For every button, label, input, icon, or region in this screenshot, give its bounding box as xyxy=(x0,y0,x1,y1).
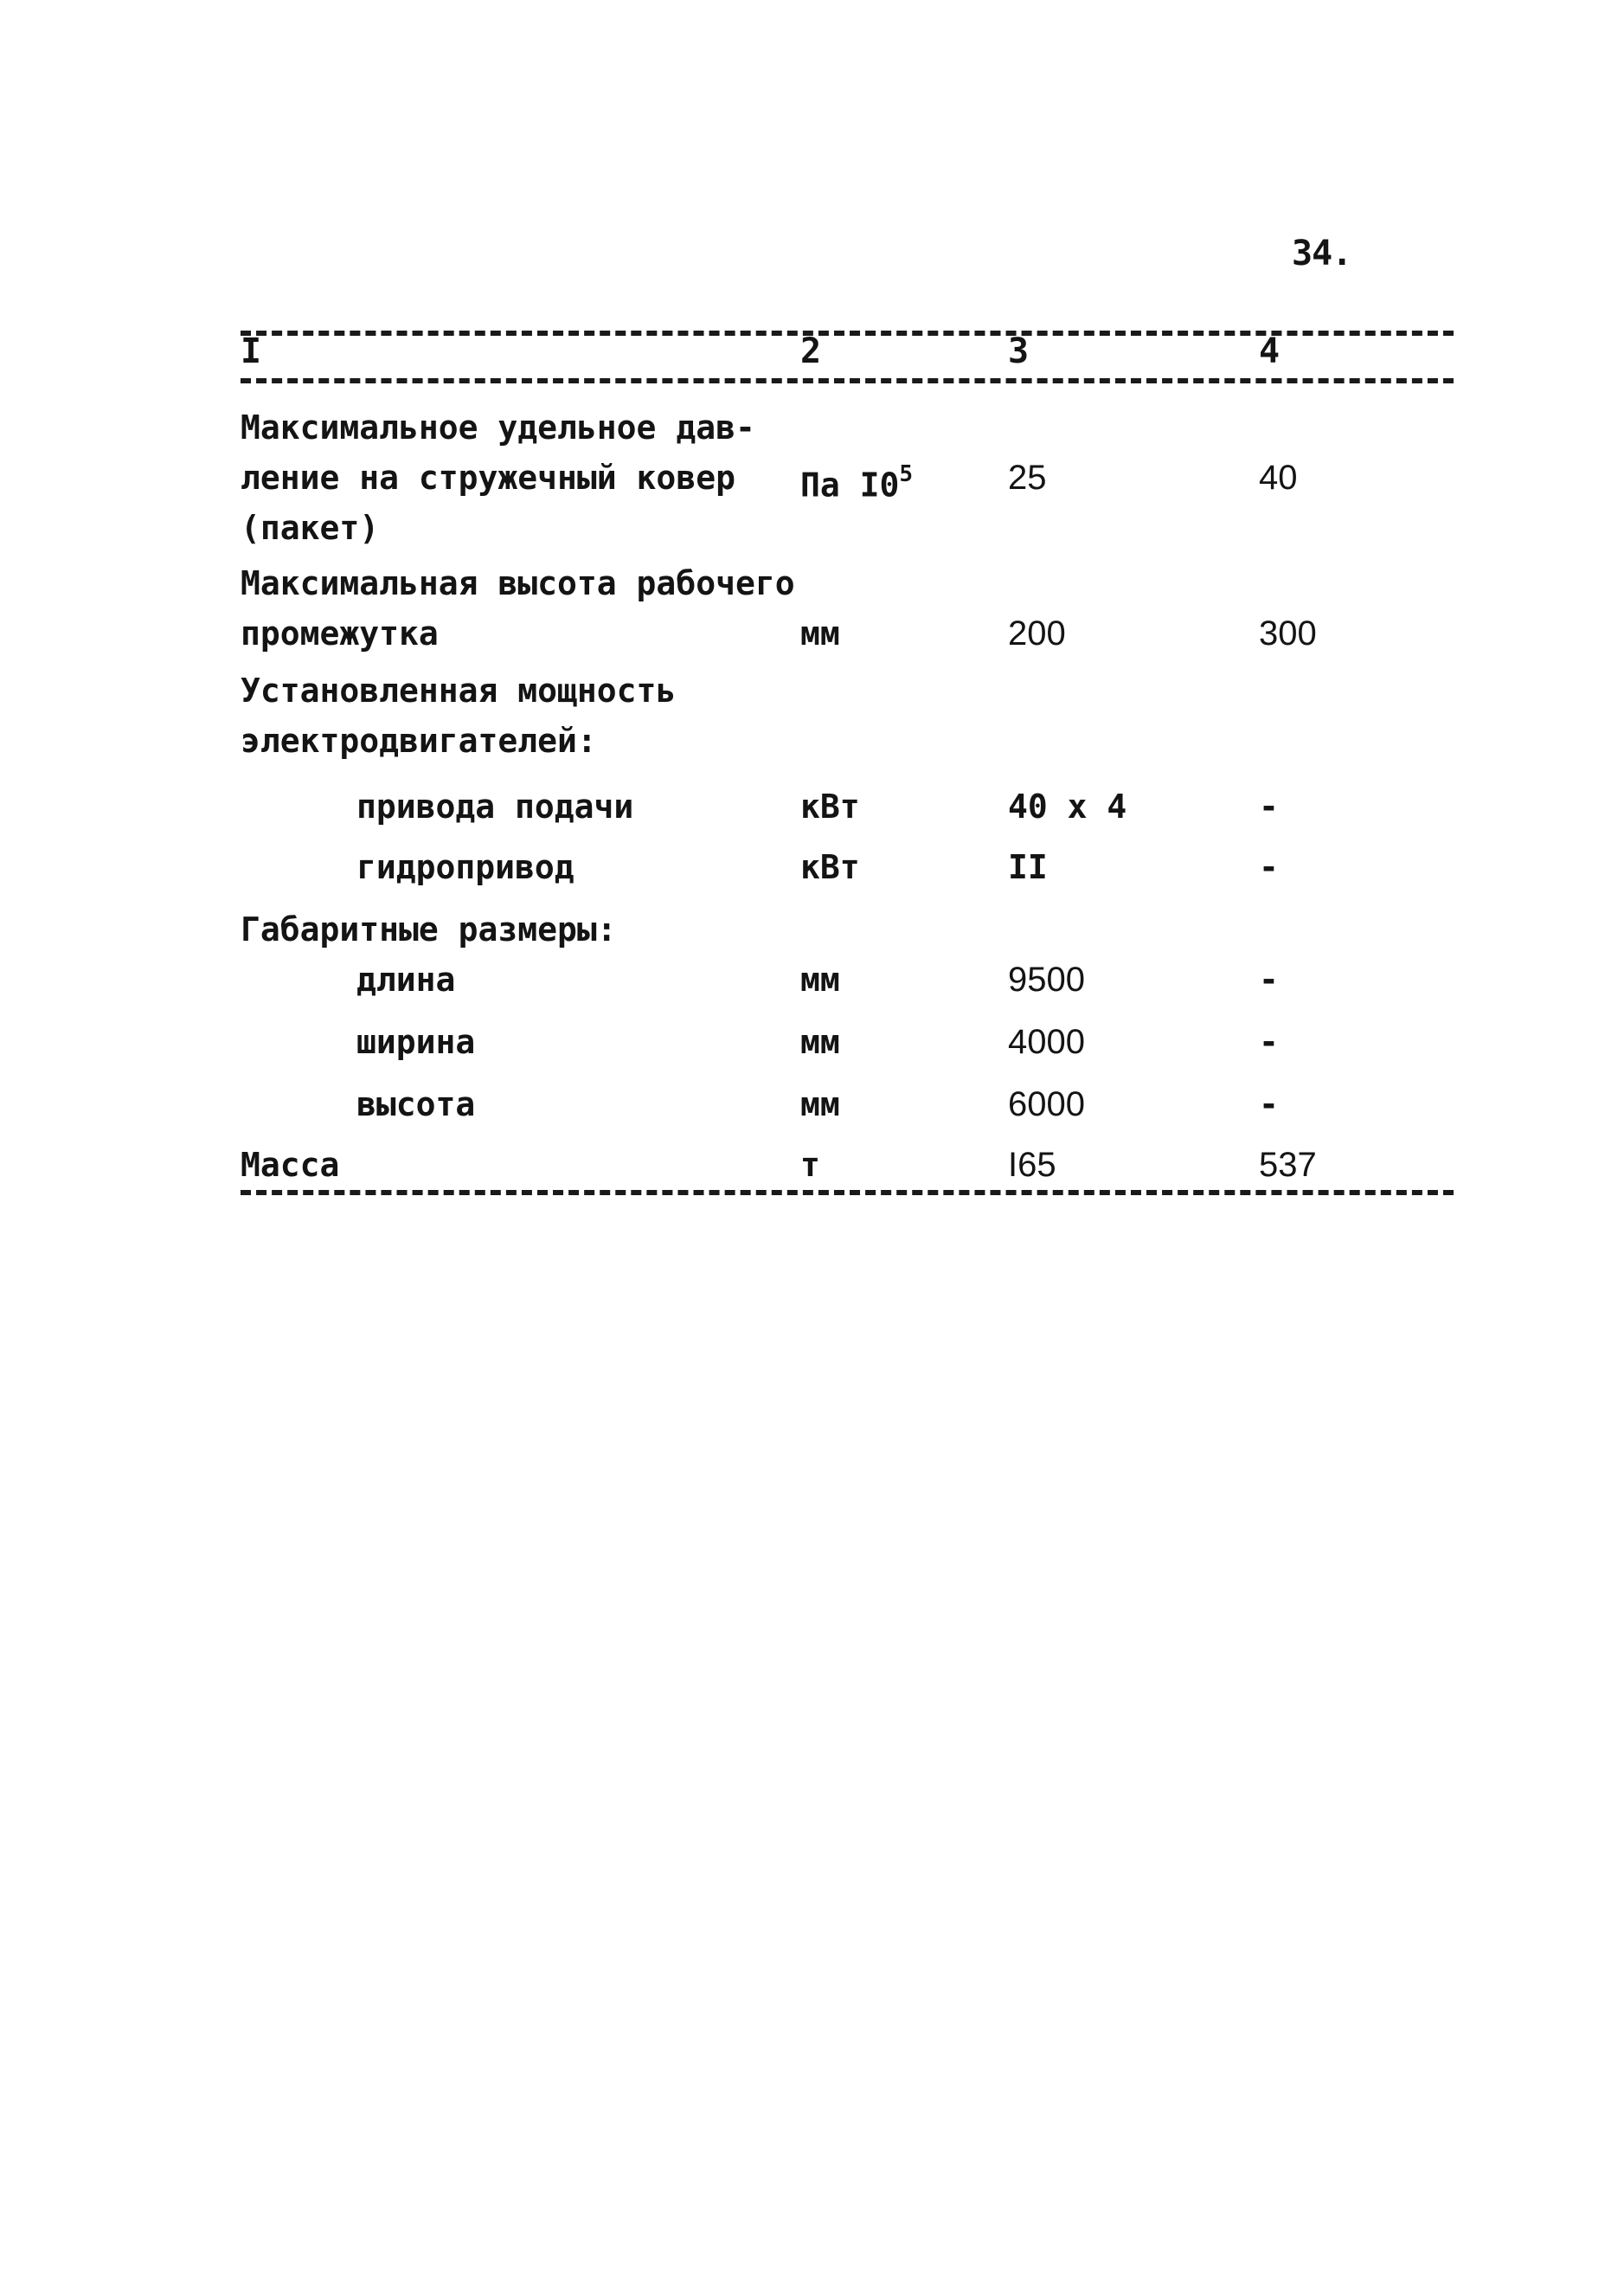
row-mass-label: Масса xyxy=(241,1146,340,1184)
row-max-height-col4: 300 xyxy=(1259,614,1317,653)
row-width-label: ширина xyxy=(356,1023,476,1061)
unit-base: I0 xyxy=(859,466,900,505)
row-height-label: высота xyxy=(356,1085,476,1123)
row-feed-drive-unit: кВт xyxy=(800,788,860,826)
row-height-col4: - xyxy=(1259,1085,1279,1123)
row-max-height-label-line1: Максимальная высота рабочего xyxy=(241,564,795,602)
row-max-height-unit: мм xyxy=(800,614,840,653)
row-max-pressure-unit xyxy=(800,452,913,511)
row-width-unit: мм xyxy=(800,1023,840,1061)
row-max-pressure-col3: 25 xyxy=(1008,459,1047,497)
column-header-2: 2 xyxy=(800,331,822,371)
row-mass-col4: 537 xyxy=(1259,1146,1317,1184)
row-width-col4: - xyxy=(1259,1023,1279,1061)
row-max-pressure-col4: 40 xyxy=(1259,459,1298,497)
row-max-height-label-line2: промежутка xyxy=(241,614,439,653)
unit-text: Па xyxy=(800,466,840,505)
row-height-unit: мм xyxy=(800,1085,840,1123)
row-feed-drive-label: привода подачи xyxy=(356,788,634,826)
row-width-col3: 4000 xyxy=(1008,1023,1085,1061)
row-length-unit: мм xyxy=(800,961,840,999)
column-header-1: I xyxy=(241,331,262,371)
row-max-pressure-label-line1: Максимальное удельное дав- xyxy=(241,408,755,447)
table-bottom-rule xyxy=(241,1190,1454,1195)
row-height-col3: 6000 xyxy=(1008,1085,1085,1123)
row-hydraulic-drive-col4: - xyxy=(1259,848,1279,886)
row-length-col4: - xyxy=(1259,961,1279,999)
row-dimensions-label: Габаритные размеры: xyxy=(241,910,617,949)
row-feed-drive-col3: 40 x 4 xyxy=(1008,788,1127,826)
row-mass-unit: т xyxy=(800,1146,820,1184)
row-hydraulic-drive-col3: II xyxy=(1008,848,1048,886)
unit-exponent: 5 xyxy=(899,461,914,487)
row-feed-drive-col4: - xyxy=(1259,788,1279,826)
row-installed-power-label-line2: электродвигателей: xyxy=(241,722,597,760)
row-installed-power-label-line1: Установленная мощность xyxy=(241,672,677,710)
row-max-pressure-label-line3: (пакет) xyxy=(241,509,380,547)
row-mass-col3: I65 xyxy=(1008,1146,1056,1184)
row-max-height-col3: 200 xyxy=(1008,614,1066,653)
column-header-3: 3 xyxy=(1008,331,1030,371)
row-hydraulic-drive-label: гидропривод xyxy=(356,848,574,886)
table-header-rule xyxy=(241,378,1454,383)
row-max-pressure-label-line2: ление на стружечный ковер xyxy=(241,459,735,497)
row-length-col3: 9500 xyxy=(1008,961,1085,999)
page-number: 34. xyxy=(1292,234,1352,273)
column-header-4: 4 xyxy=(1259,331,1281,371)
row-length-label: длина xyxy=(356,961,456,999)
row-hydraulic-drive-unit: кВт xyxy=(800,848,860,886)
